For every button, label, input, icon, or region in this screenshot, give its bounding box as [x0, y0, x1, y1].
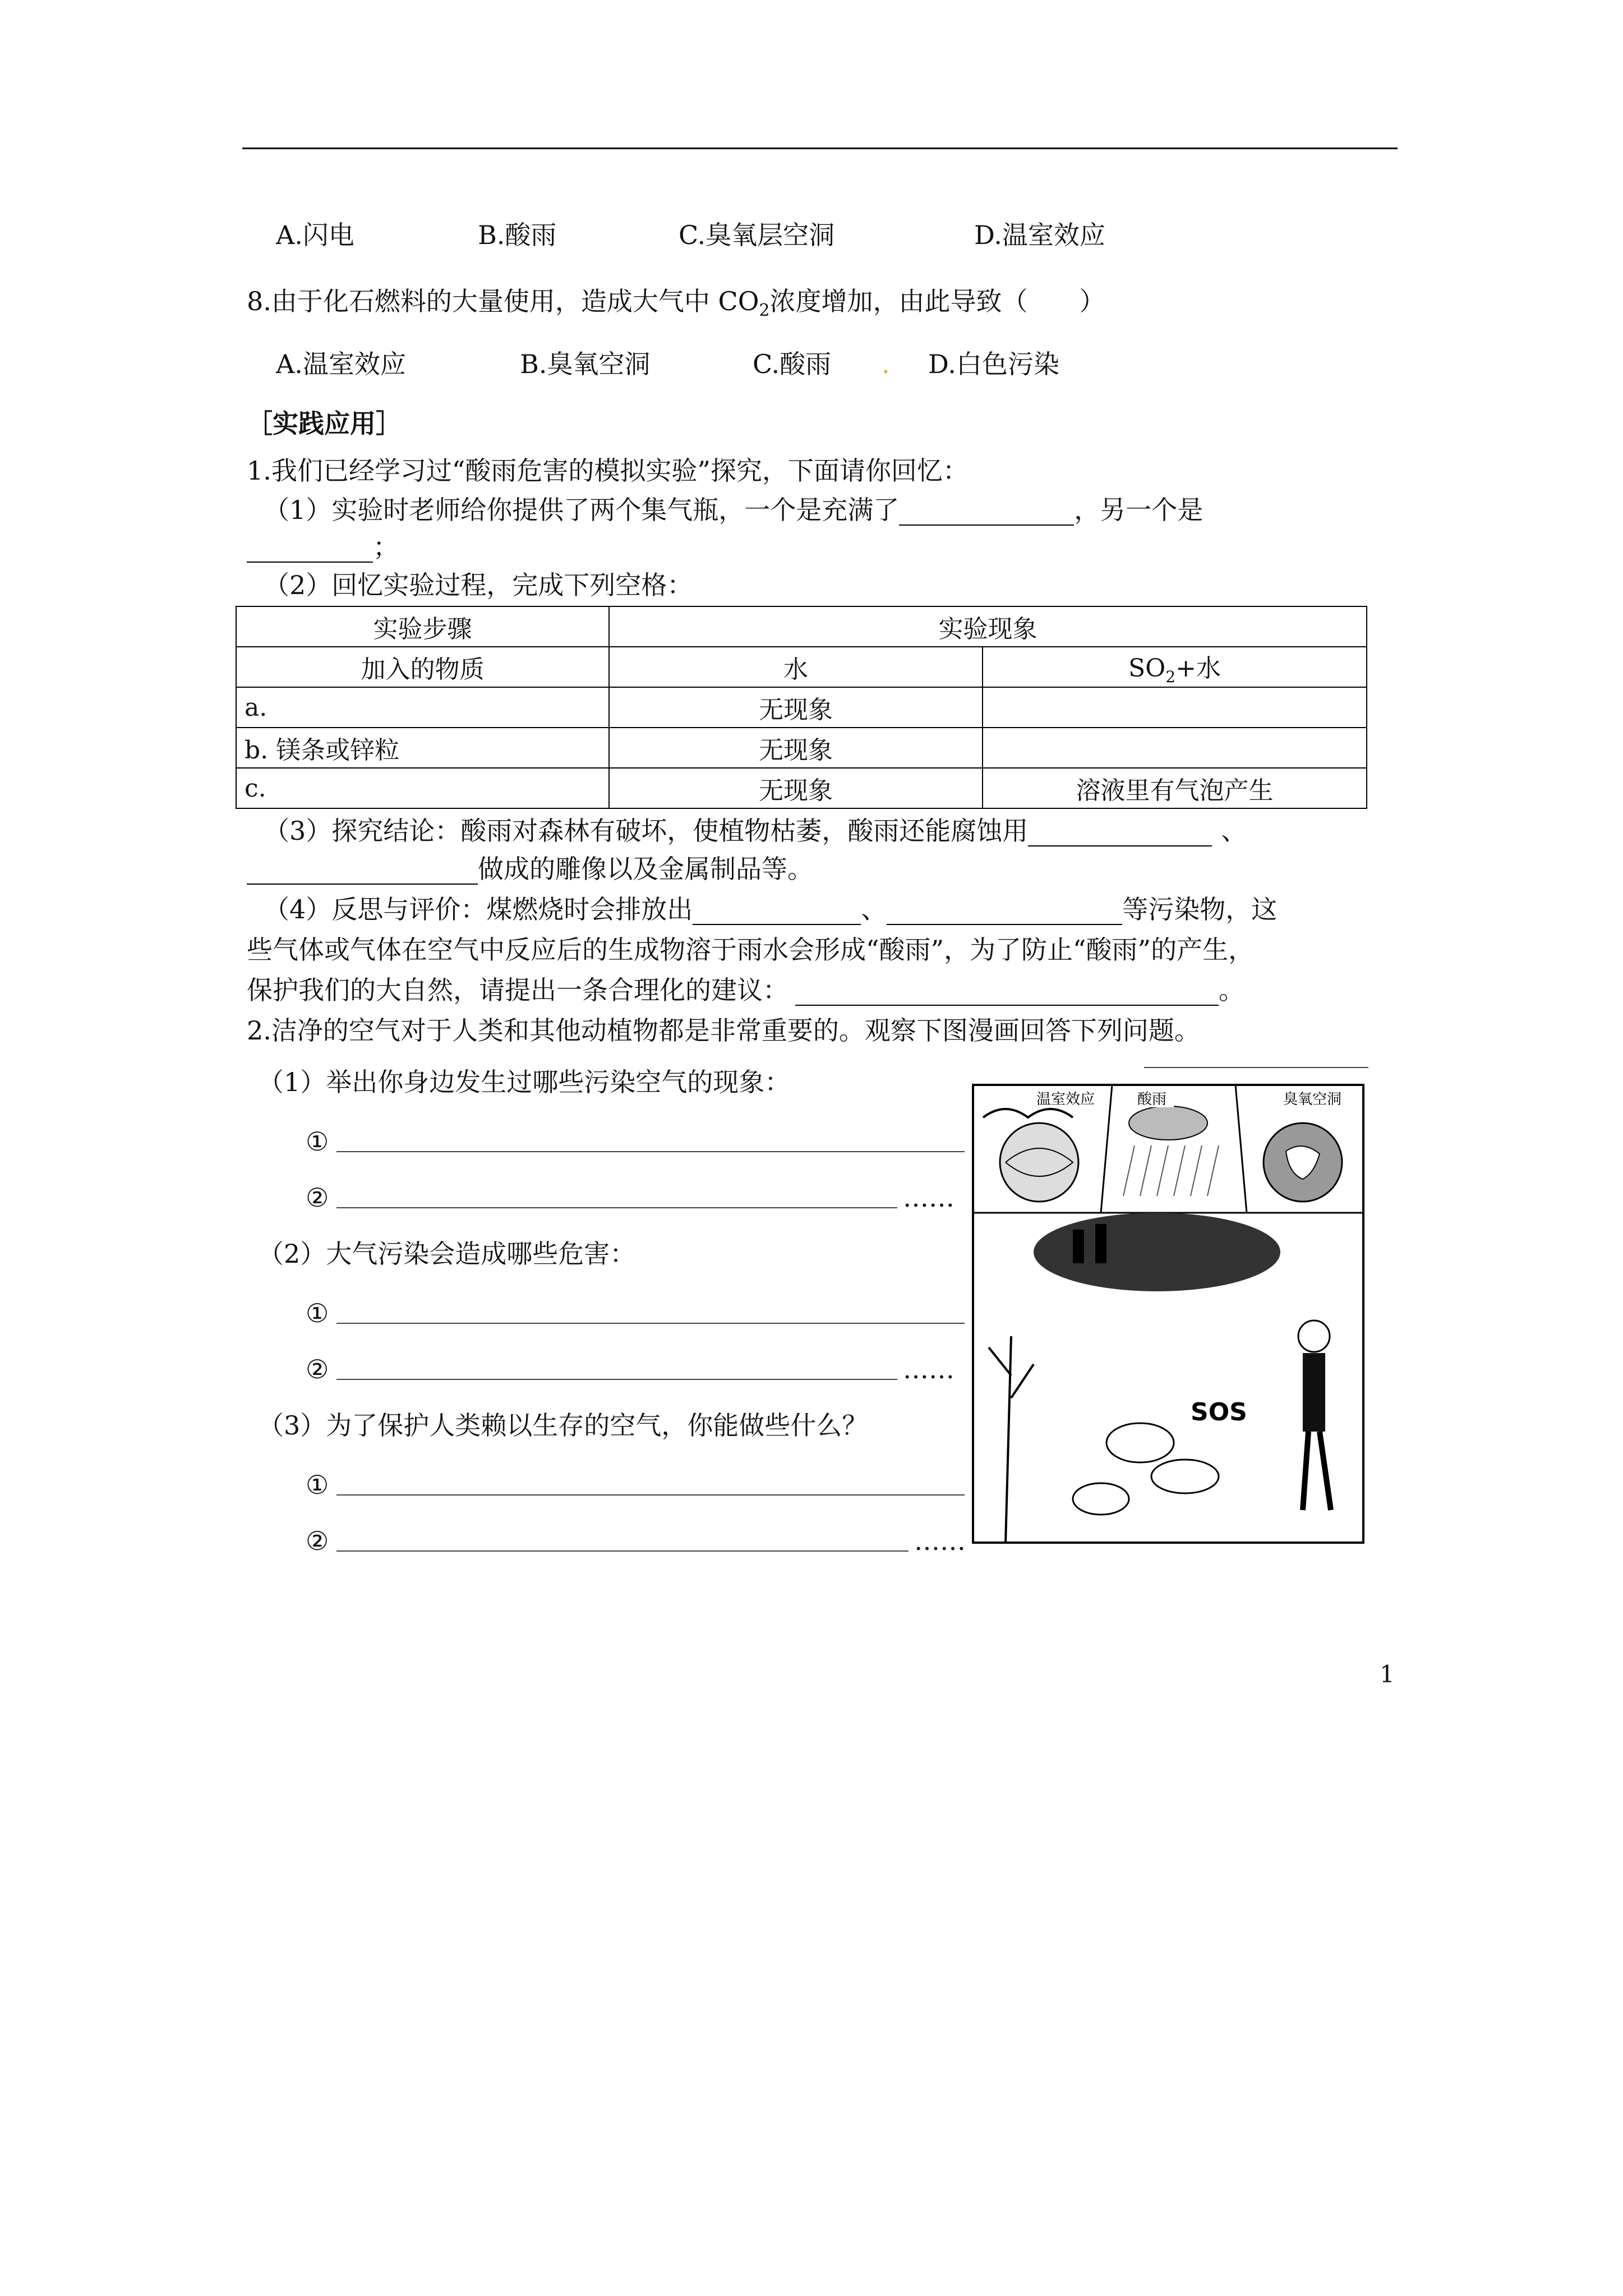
p1-s3: （3）探究结论：酸雨对森林有破坏，使植物枯萎，酸雨还能腐蚀用 、	[264, 816, 1247, 846]
table-cell: c.	[236, 768, 609, 808]
p1-s4: （4）反思与评价：煤燃烧时会排放出 、 等污染物，这	[264, 894, 1278, 924]
answer-line[interactable]	[336, 1550, 909, 1552]
p2-q3-mark1: ①	[306, 1470, 329, 1500]
table-cell: 无现象	[609, 728, 983, 768]
p1-intro: 1.我们已经学习过“酸雨危害的模拟实验”探究，下面请你回忆：	[247, 455, 969, 486]
q7-option-a: A.闪电	[276, 220, 354, 250]
ellipsis: ……	[903, 1182, 955, 1213]
page-number: 1	[1380, 1660, 1395, 1688]
p2-q3-mark2: ②	[306, 1526, 329, 1556]
answer-line[interactable]	[336, 1151, 965, 1152]
p1-s1-cont: ；	[247, 532, 399, 563]
cartoon-label-acid-rain: 酸雨	[1137, 1091, 1167, 1108]
experiment-table	[236, 606, 1367, 809]
p1-s4-line2: 些气体或气体在空气中反应后的生成物溶于雨水会形成“酸雨”，为了防止“酸雨”的产生，	[247, 935, 1255, 965]
table-cell-blank[interactable]	[983, 687, 1367, 728]
p2-q3: （3）为了保护人类赖以生存的空气，你能做些什么？	[258, 1410, 868, 1441]
header-rule	[242, 148, 1398, 149]
q8-option-d: D.白色污染	[928, 349, 1059, 379]
answer-line[interactable]	[336, 1323, 965, 1324]
p2-q1-mark2: ②	[306, 1182, 329, 1213]
header-so2-water: $SO_2+$水	[983, 647, 1367, 687]
answer-line[interactable]	[336, 1379, 897, 1380]
table-cell: 溶液里有气泡产生	[983, 768, 1367, 808]
table-cell: 无现象	[609, 768, 983, 808]
q8-stem: 8.由于化石燃料的大量使用，造成大气中 $CO_2$浓度增加，由此导致（ ）	[247, 286, 1105, 321]
pollution-cartoon	[972, 1084, 1364, 1544]
cartoon-label-greenhouse: 温室效应	[1036, 1091, 1095, 1108]
decorative-dot: .	[882, 349, 890, 379]
p2-q1-mark1: ①	[306, 1126, 329, 1157]
header-substance: 加入的物质	[236, 647, 609, 687]
p1-s4-line3: 保护我们的大自然，请提出一条合理化的建议： 。	[247, 975, 1244, 1005]
decorative-rule	[1144, 1067, 1368, 1068]
q7-option-c: C.臭氧层空洞	[679, 220, 835, 250]
header-phenomena: 实验现象	[609, 606, 1367, 647]
answer-line[interactable]	[336, 1207, 897, 1208]
ellipsis: ……	[914, 1526, 966, 1556]
cartoon-label-ozone: 臭氧空洞	[1283, 1091, 1342, 1108]
answer-line[interactable]	[336, 1494, 965, 1496]
q8-option-c: C.酸雨	[753, 349, 832, 379]
table-cell-blank[interactable]	[983, 728, 1367, 768]
table-cell: 无现象	[609, 687, 983, 728]
q7-option-d: D.温室效应	[974, 220, 1105, 250]
cartoon-sos: SOS	[1191, 1398, 1247, 1427]
p2-q2-mark2: ②	[306, 1354, 329, 1384]
p2-q2: （2）大气污染会造成哪些危害：	[258, 1239, 636, 1269]
ellipsis: ……	[903, 1354, 955, 1384]
table-row	[236, 768, 1367, 808]
table-row	[236, 728, 1367, 768]
q8-option-b: B.臭氧空洞	[520, 349, 651, 379]
p1-s3-cont: 做成的雕像以及金属制品等。	[247, 854, 813, 885]
section-title: ［实践应用］	[247, 408, 402, 439]
header-steps: 实验步骤	[236, 606, 609, 647]
q8-option-a: A.温室效应	[276, 349, 406, 379]
q7-option-b: B.酸雨	[478, 220, 557, 250]
p1-s2: （2）回忆实验过程，完成下列空格：	[264, 570, 693, 600]
header-water: 水	[609, 647, 983, 687]
p1-s1: （1）实验时老师给你提供了两个集气瓶，一个是充满了 ，另一个是	[264, 495, 1204, 525]
table-cell: b. 镁条或锌粒	[236, 728, 609, 768]
table-row	[236, 687, 1367, 728]
p2-q1: （1）举出你身边发生过哪些污染空气的现象：	[258, 1067, 791, 1097]
table-cell: a.	[236, 687, 609, 728]
p2-q2-mark1: ①	[306, 1298, 329, 1328]
p2-intro: 2.洁净的空气对于人类和其他动植物都是非常重要的。观察下图漫画回答下列问题。	[247, 1015, 1200, 1046]
